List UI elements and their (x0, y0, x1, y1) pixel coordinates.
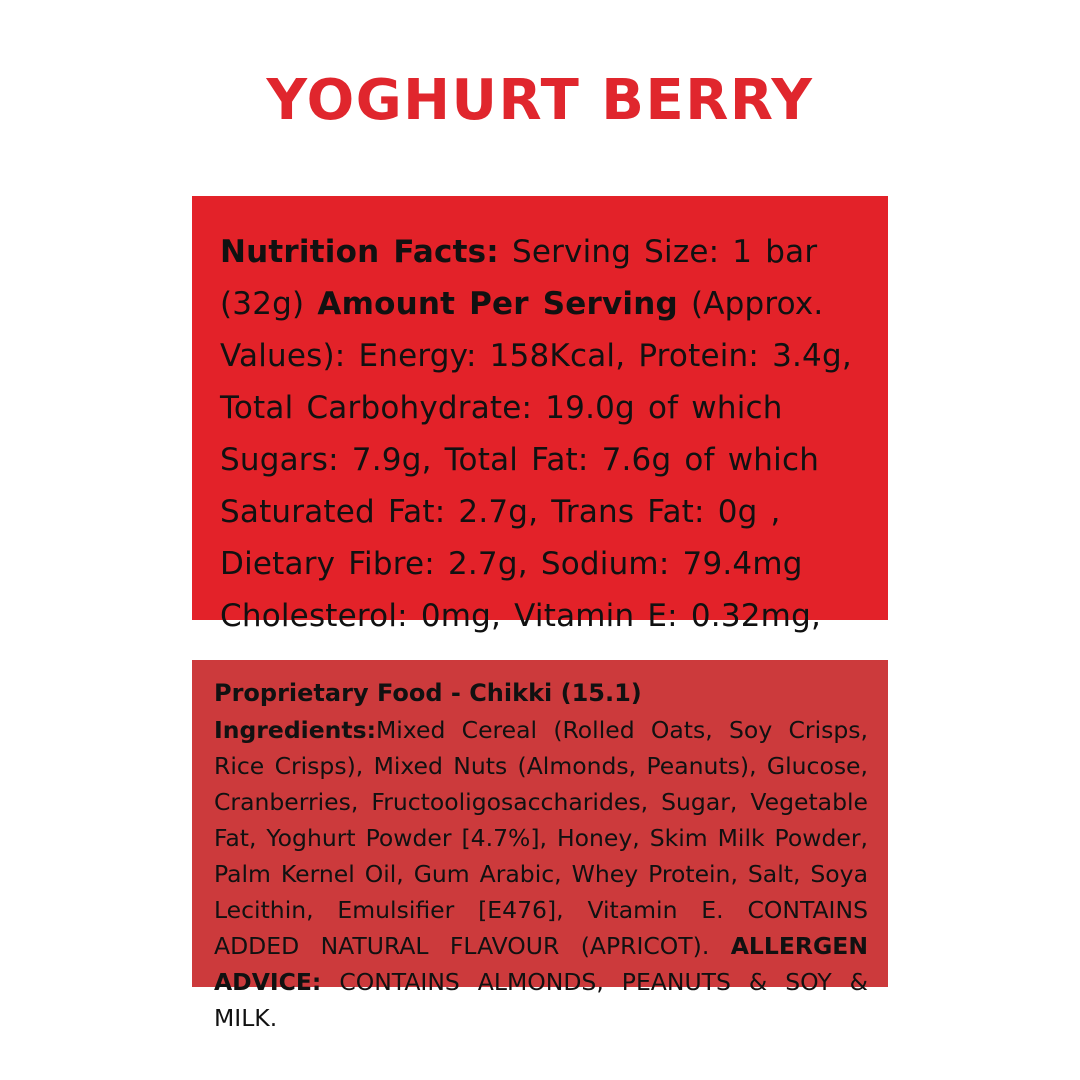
food-category: Proprietary Food - Chikki (15.1) (214, 679, 642, 707)
serving-size: Serving Size: 1 bar (32g) (220, 234, 818, 322)
nutrition-facts-text (220, 226, 860, 642)
nutrition-values-text: Energy: 158Kcal, Protein: 3.4g, Total Carbohydrate: 19.0g of which Sugars: 7.9g, Total Fat: 7.6g of which Saturated Fat: 2.7g, Trans Fat: 0g , Dietary Fibre: 2.7g, Sodium: 79.4mg Cholesterol: 0mg, Vitamin E: 0.32mg, (220, 338, 852, 634)
ingredients-panel (192, 660, 888, 1032)
ingredients-text-block (214, 712, 868, 1036)
ingredients-label: Ingredients: (214, 716, 376, 744)
nutrition-facts-label: Nutrition Facts: (220, 234, 499, 270)
amount-per-serving-note: (Approx. Values): (220, 286, 824, 374)
amount-per-serving-label: Amount Per Serving (317, 286, 678, 322)
allergen-advice-text: CONTAINS ALMONDS, PEANUTS & SOY & MILK. (214, 968, 868, 1032)
page-title: YOGHURT BERRY (266, 68, 814, 133)
allergen-advice-label: ALLERGEN ADVICE: (214, 932, 868, 996)
flavour-note: CONTAINS ADDED NATURAL FLAVOUR (APRICOT). (214, 896, 868, 960)
ingredients-list: Mixed Cereal (Rolled Oats, Soy Crisps, Rice Crisps), Mixed Nuts (Almonds, Peanuts), Glucose, Cranberries, Fructooligosaccharides, Sugar, Vegetable Fat, Yoghurt Powder [4.7%], Honey, Skim Milk Powder, Palm Kernel Oil, Gum Arabic, Whey Protein, Salt, Soya Lecithin, Emulsifier [E476], Vitamin E. (214, 716, 868, 924)
nutrition-facts-panel (192, 196, 888, 634)
